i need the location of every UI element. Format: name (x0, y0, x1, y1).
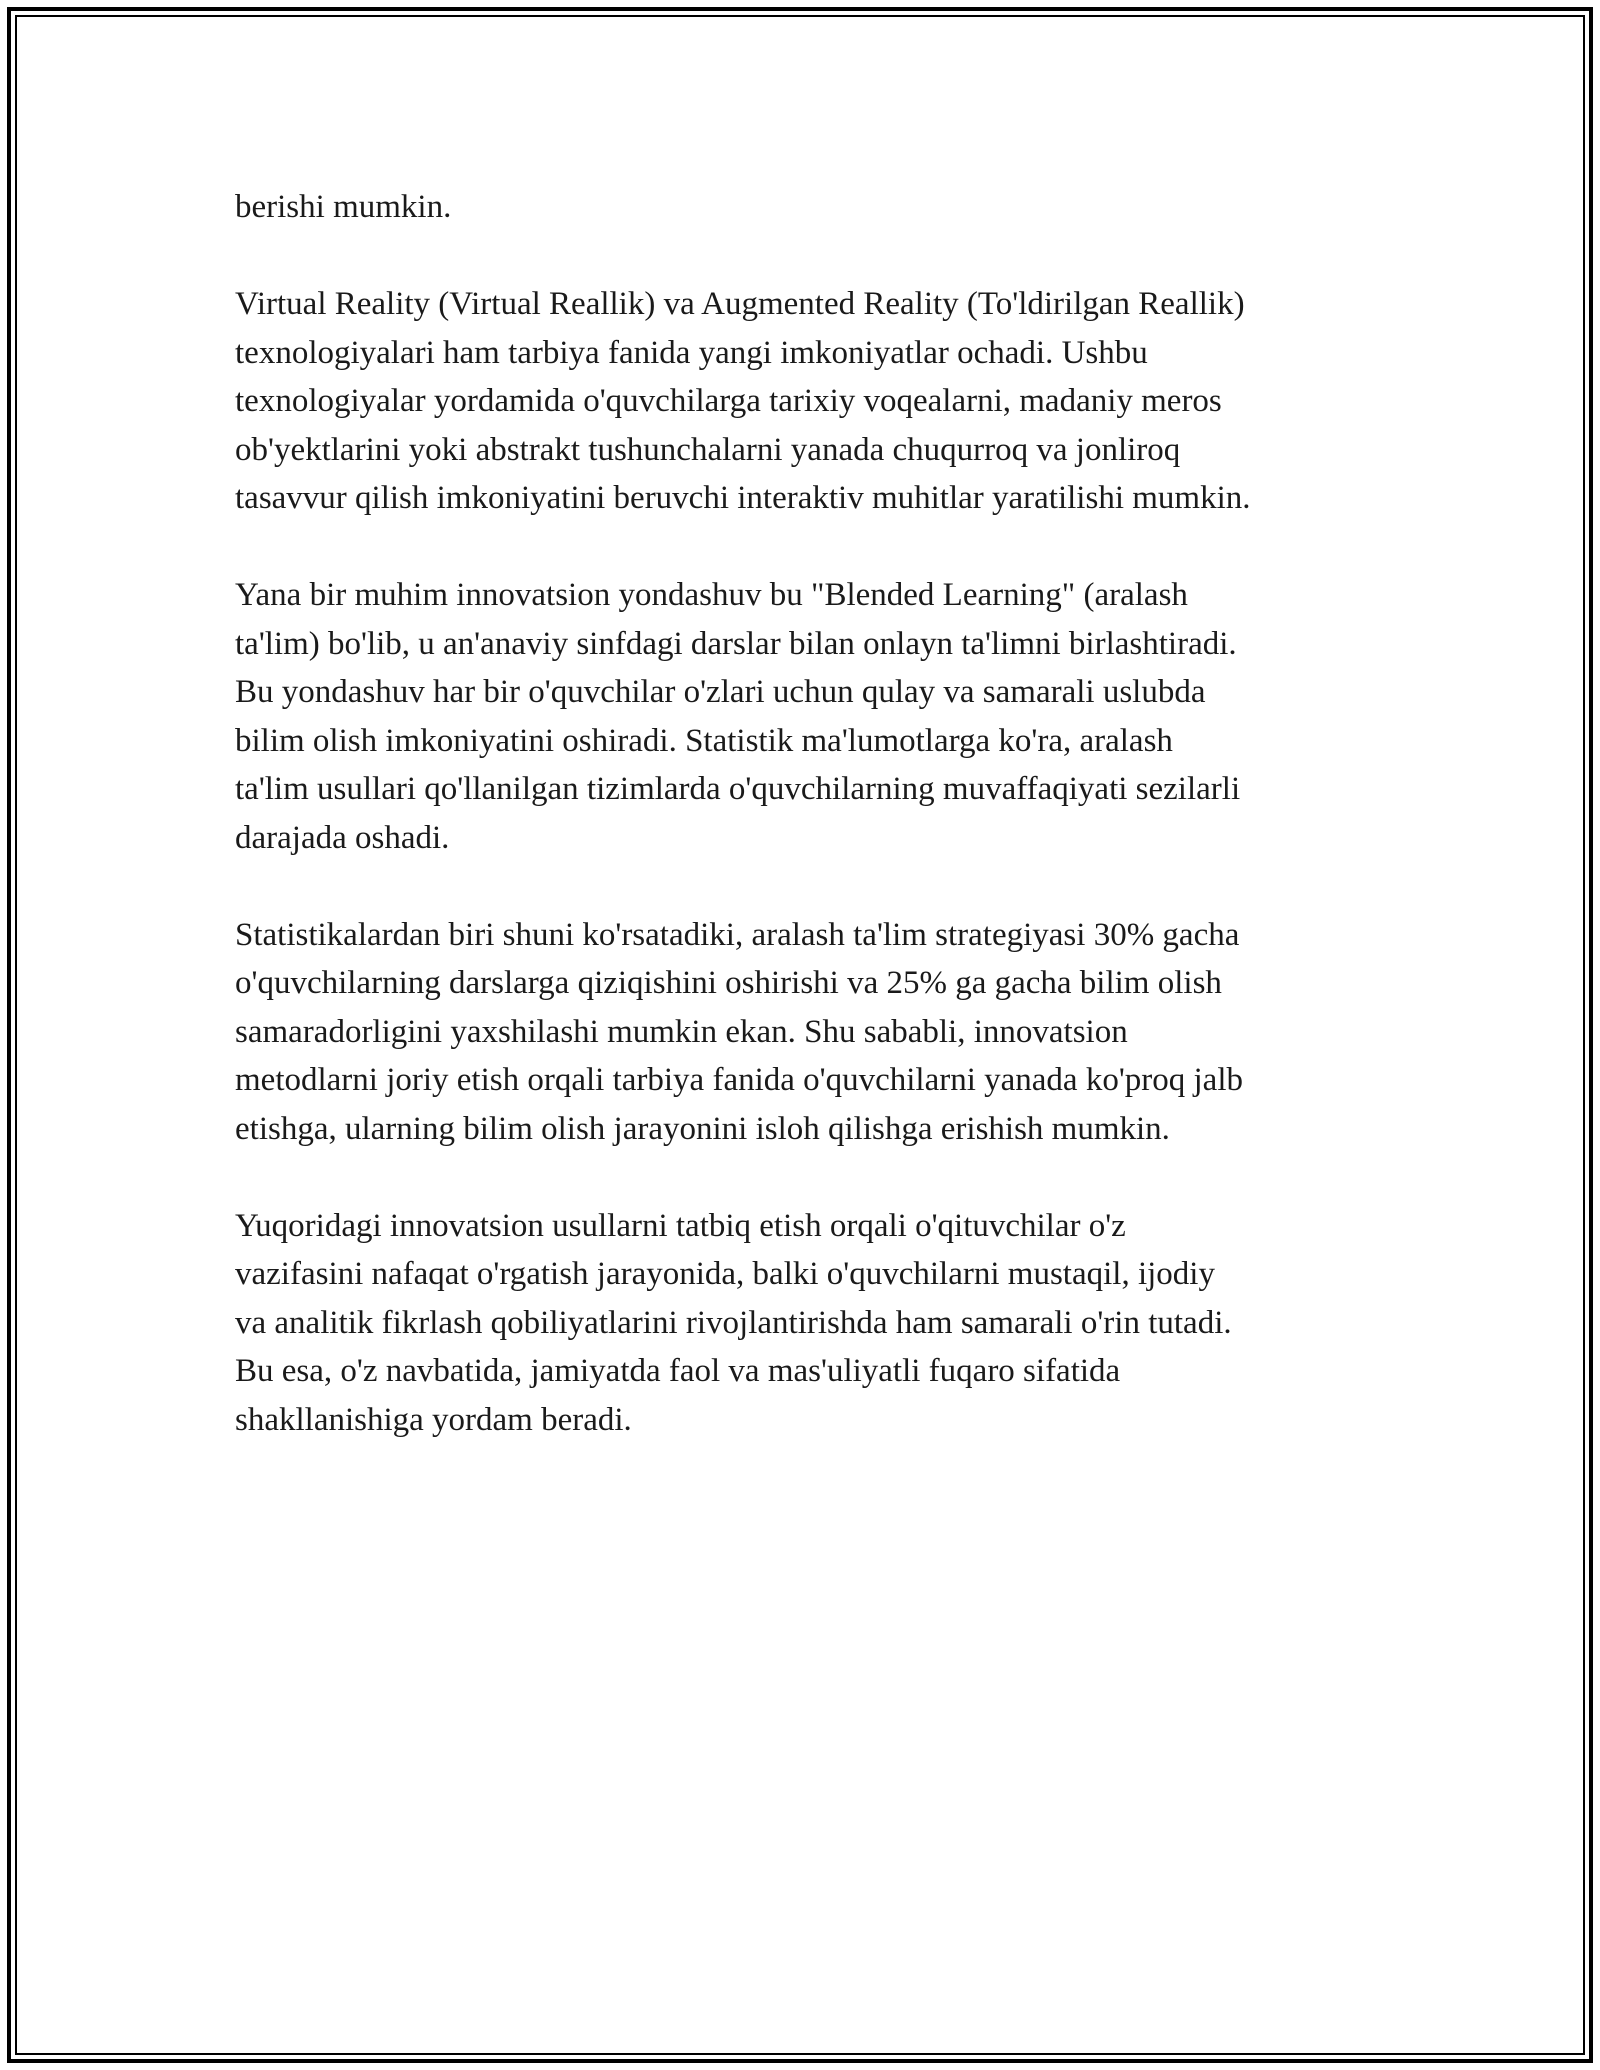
text-line: Virtual Reality (Virtual Reallik) va Augmented Reality (To'ldirilgan Reallik) (235, 286, 1245, 322)
paragraph-1 (235, 183, 1385, 232)
text-line: etishga, ularning bilim olish jarayonini isloh qilishga erishish mumkin. (235, 1110, 1170, 1147)
text-line: samaradorligini yaxshilashi mumkin ekan. Shu sababli, innovatsion (235, 1013, 1128, 1050)
text-line: texnologiyalari ham tarbiya fanida yangi imkoniyatlar ochadi. Ushbu (235, 334, 1148, 371)
document-body (235, 183, 1385, 1493)
paragraph-4 (235, 911, 1385, 1154)
text-line: Statistikalardan biri shuni ko'rsatadiki, aralash ta'lim strategiyasi 30% gacha (235, 916, 1240, 953)
text-line: berishi mumkin. (235, 189, 452, 225)
text-line: darajada oshadi. (235, 819, 450, 856)
text-line: Bu yondashuv har bir o'quvchilar o'zlari uchun qulay va samarali uslubda (235, 674, 1206, 710)
paragraph-5 (235, 1202, 1385, 1445)
text-line: ob'yektlarini yoki abstrakt tushunchalarni yanada chuqurroq va jonliroq (235, 431, 1181, 468)
text-line: texnologiyalar yordamida o'quvchilarga tarixiy voqealarni, madaniy meros (235, 383, 1222, 419)
text-line: bilim olish imkoniyatini oshiradi. Statistik ma'lumotlarga ko'ra, aralash (235, 722, 1173, 759)
text-line: ta'lim) bo'lib, u an'anaviy sinfdagi darslar bilan onlayn ta'limni birlashtiradi. (235, 625, 1237, 662)
text-line: Yuqoridagi innovatsion usullarni tatbiq etish orqali o'qituvchilar o'z (235, 1207, 1126, 1244)
text-line: metodlarni joriy etish orqali tarbiya fanida o'quvchilarni yanada ko'proq jalb (235, 1062, 1243, 1098)
text-line: va analitik fikrlash qobiliyatlarini rivojlantirishda ham samarali o'rin tutadi. (235, 1304, 1232, 1341)
text-line: shakllanishiga yordam beradi. (235, 1401, 632, 1438)
paragraph-2 (235, 280, 1385, 523)
text-line: tasavvur qilish imkoniyatini beruvchi interaktiv muhitlar yaratilishi mumkin. (235, 480, 1251, 516)
text-line: Yana bir muhim innovatsion yondashuv bu "Blended Learning" (aralash (235, 577, 1188, 613)
paragraph-3 (235, 571, 1385, 862)
text-line: o'quvchilarning darslarga qiziqishini oshirishi va 25% ga gacha bilim olish (235, 965, 1222, 1001)
text-line: vazifasini nafaqat o'rgatish jarayonida, balki o'quvchilarni mustaqil, ijodiy (235, 1256, 1215, 1292)
text-line: Bu esa, o'z navbatida, jamiyatda faol va mas'uliyatli fuqaro sifatida (235, 1353, 1121, 1389)
text-line: ta'lim usullari qo'llanilgan tizimlarda o'quvchilarning muvaffaqiyati sezilarli (235, 771, 1241, 807)
